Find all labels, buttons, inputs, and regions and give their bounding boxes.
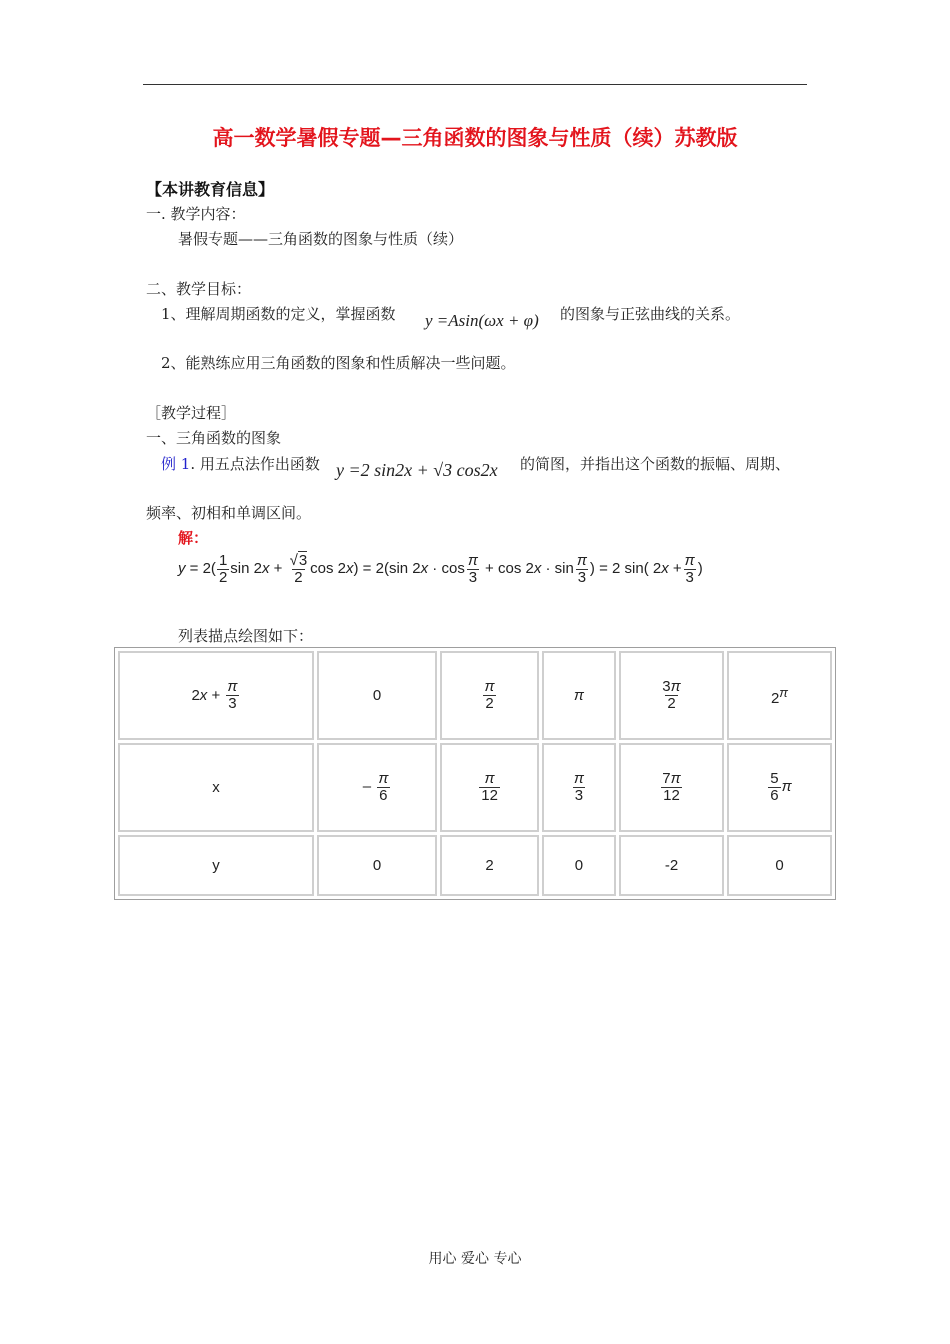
goal-1-formula-text: y =Asin(ωx + φ) (425, 311, 539, 330)
page-footer: 用心 爱心 专心 (428, 1251, 522, 1267)
table-cell: $\frac{\pi}{12}$ (440, 743, 539, 832)
example-suffix: 的简图，并指出这个函数的振幅、周期、 (520, 455, 791, 473)
table-cell: $\frac{\pi}{2}$ (440, 651, 539, 740)
table-caption: 列表描点绘图如下： (178, 627, 314, 645)
table-cell: 0 (317, 835, 437, 896)
table-cell: – $\frac{\pi}{6}$ (317, 743, 437, 832)
example-1-line (161, 453, 320, 474)
goal-1-prefix: 1、理解周期函数的定义，掌握函数 (161, 305, 396, 323)
table-cell: $\frac{7\pi}{12}$ (619, 743, 724, 832)
table-row (118, 743, 832, 832)
example-prefix: . 用五点法作出函数 (190, 455, 320, 473)
table-cell: 2 (440, 835, 539, 896)
content-text: 暑假专题——三角函数的图象与性质（续） (178, 230, 464, 248)
table-cell: $\frac{\pi}{3}$ (542, 743, 616, 832)
table-cell: $\frac{5}{6}$ π (727, 743, 832, 832)
process-label: ［教学过程］ (146, 404, 237, 422)
goal-1-formula (425, 311, 539, 331)
example-formula (336, 460, 498, 481)
example-line-2: 频率、初相和单调区间。 (146, 504, 312, 522)
row-header-x: x (118, 743, 314, 832)
page-title: 高一数学暑假专题—三角函数的图象与性质（续）苏教版 (212, 126, 738, 150)
table-cell: π (542, 651, 616, 740)
table-cell: $2^\pi$ (727, 651, 832, 740)
value-table (114, 647, 836, 900)
goal-1-suffix: 的图象与正弦曲线的关系。 (560, 305, 741, 323)
top-rule (143, 84, 807, 85)
part-1-label: 一、三角函数的图象 (146, 429, 282, 447)
goal-2: 2、能熟练应用三角函数的图象和性质解决一些问题。 (161, 354, 516, 372)
row-header-y: y (118, 835, 314, 896)
example-label: 例 1 (161, 455, 191, 473)
content-label: 一. 教学内容： (146, 205, 246, 223)
solution-equation: y = 2( $\frac{1}{2}$ sin 2x + $\frac{√3}{2}$ cos 2x) = 2(sin 2x · cos $\frac{\pi}{3}$ + cos 2x · sin $\frac{\pi}{3}$ ) = 2 sin( 2x + $\frac{\pi}{3}$ ) (178, 552, 703, 586)
example-formula-text: y =2 sin2x + √3 cos2x (336, 460, 498, 480)
table-row (118, 651, 832, 740)
section-heading: 【本讲教育信息】 (146, 180, 275, 199)
table-cell: 0 (542, 835, 616, 896)
goals-label: 二、教学目标： (146, 280, 252, 298)
table-row (118, 835, 832, 896)
row-header-angle: 2x + $\frac{\pi}{3}$ (118, 651, 314, 740)
table-cell: $\frac{3\pi}{2}$ (619, 651, 724, 740)
table-cell: -2 (619, 835, 724, 896)
table-cell: 0 (727, 835, 832, 896)
solution-label: 解： (178, 529, 209, 547)
table-cell: 0 (317, 651, 437, 740)
